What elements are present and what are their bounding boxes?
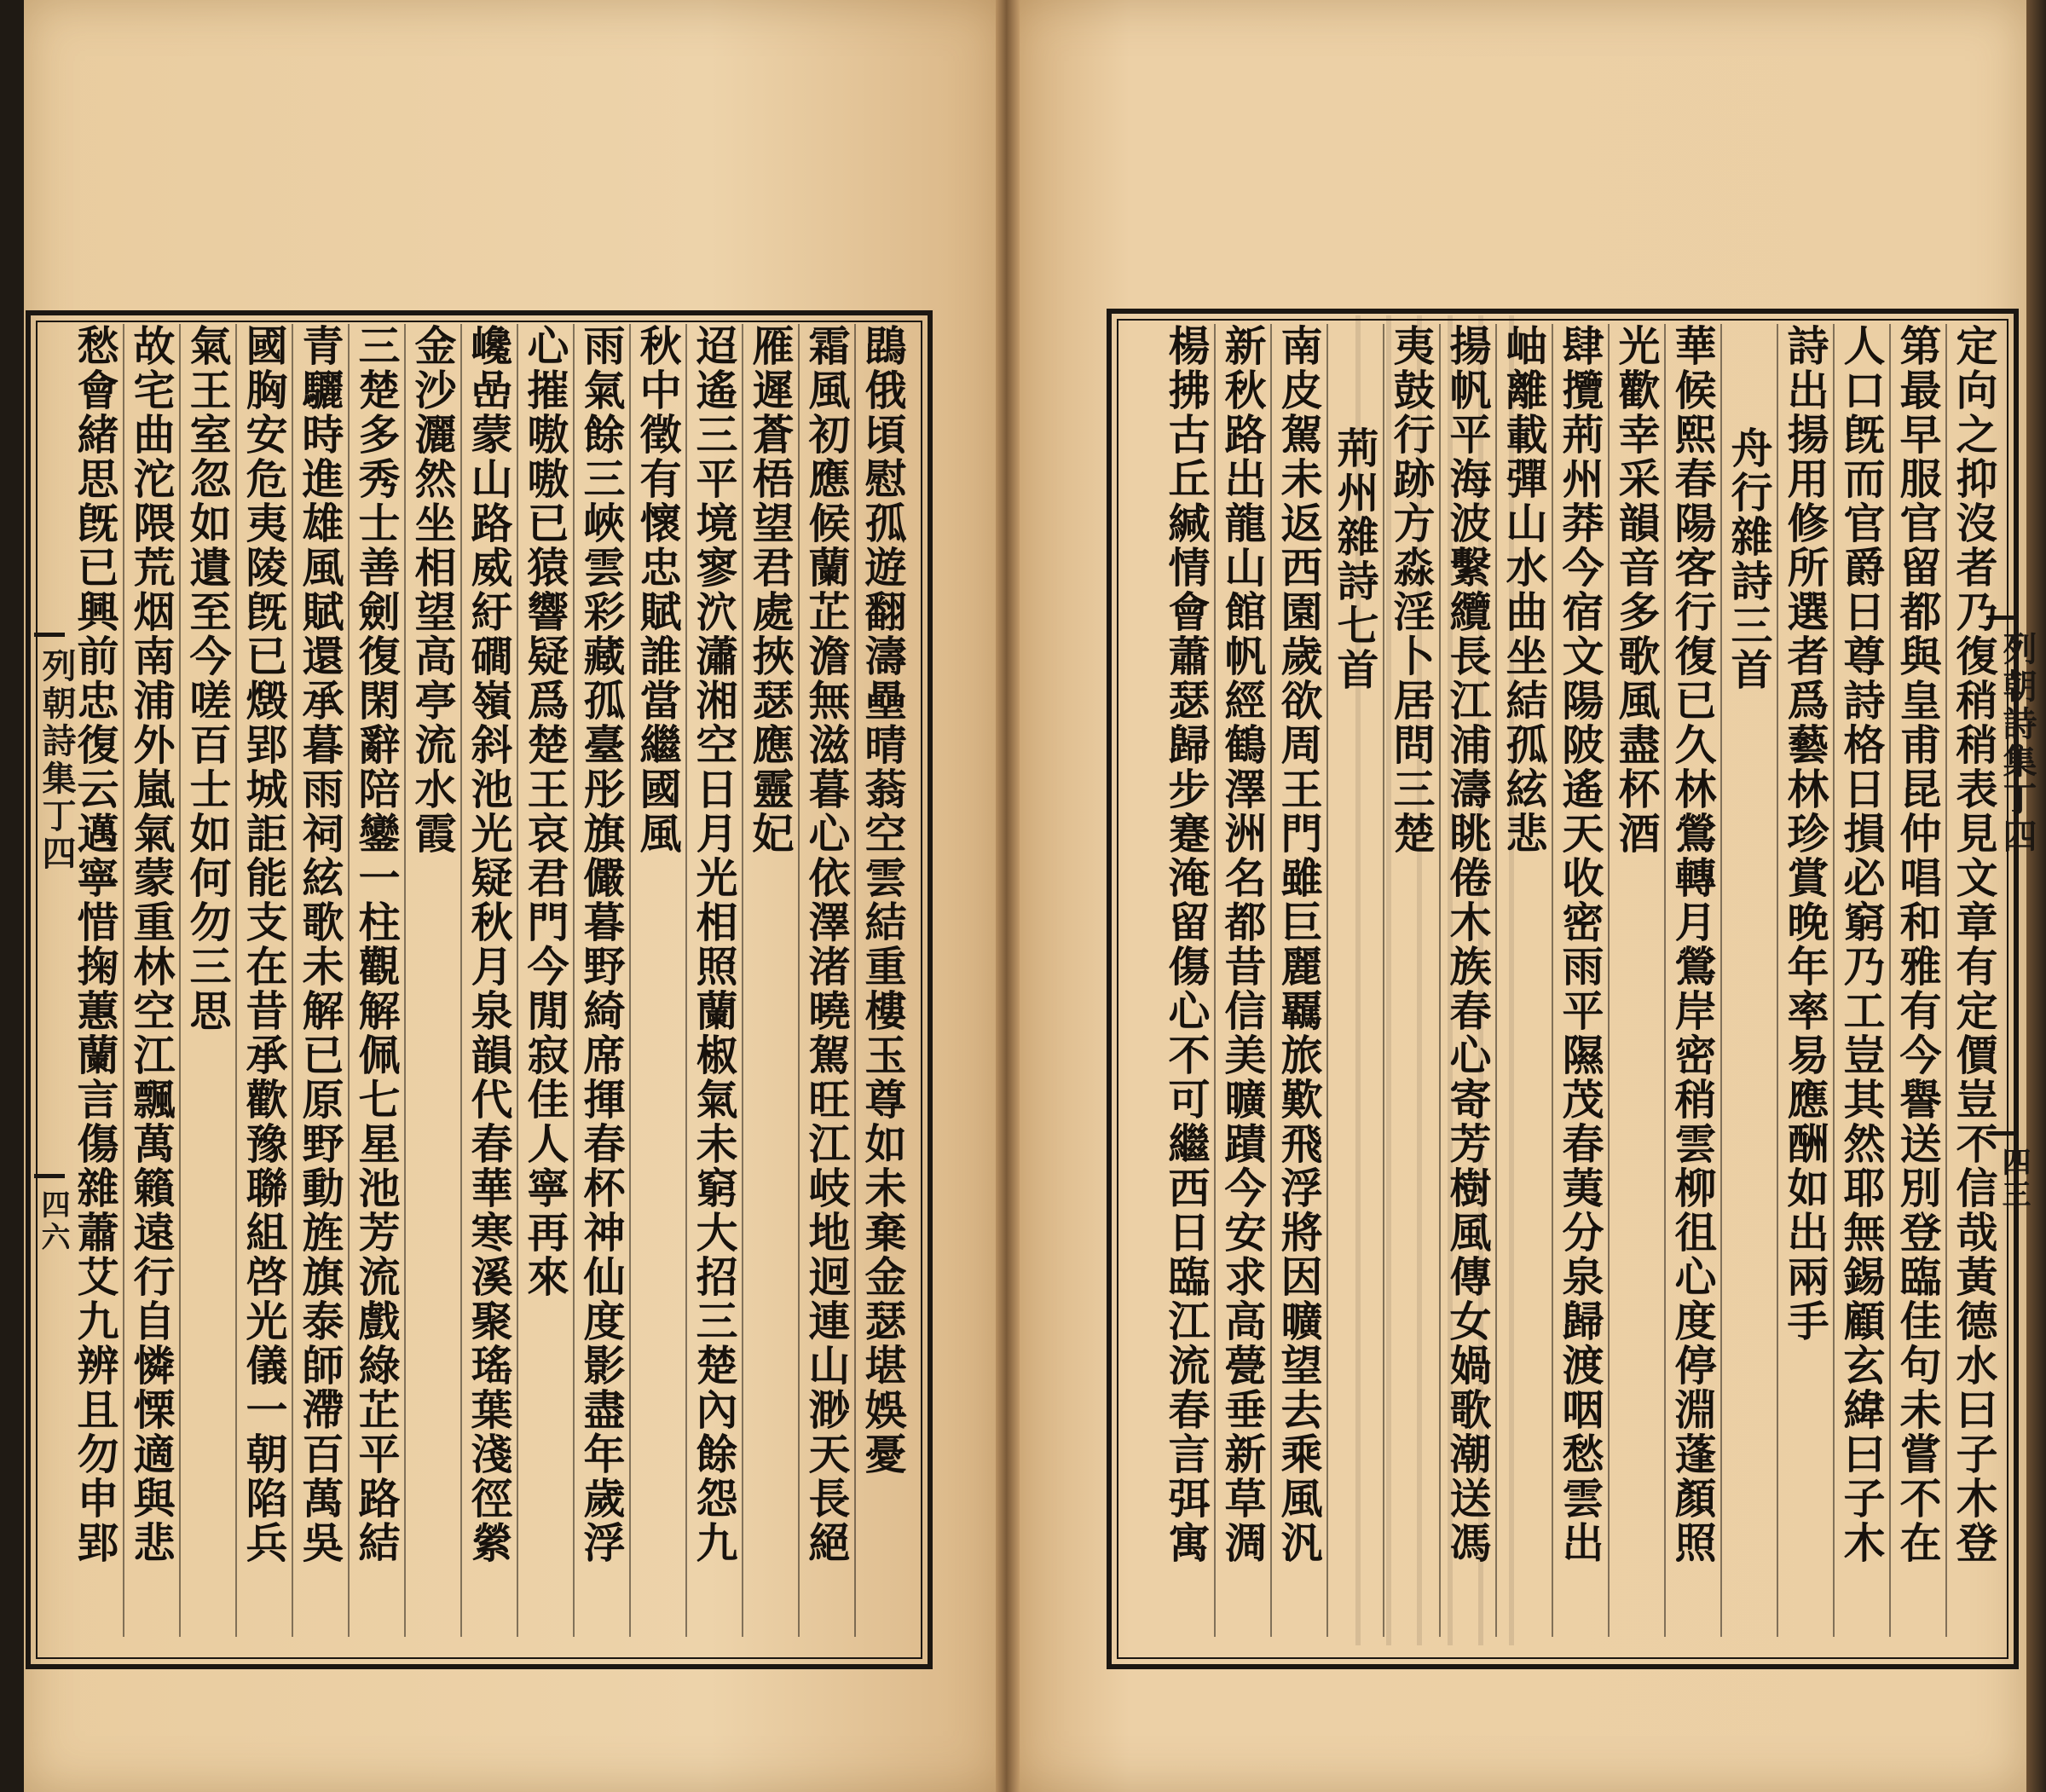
column-rule <box>629 324 631 1637</box>
column-rule <box>798 324 800 1637</box>
column-rule <box>573 324 575 1637</box>
text-column: 氣王室忽如遺至今嗟百士如何勿三思 <box>183 324 233 1033</box>
column-rule <box>1326 324 1328 1637</box>
text-column: 南皮駕未返西園歲欲周王門雖巨麗覊旅歎飛浮將因曠望去乘風汎 <box>1274 324 1324 1565</box>
text-column: 光歡幸采韻音多歌風盡杯酒 <box>1612 324 1662 856</box>
text-column: 雁遲蒼梧望君處挾瑟應靈妃 <box>746 324 795 856</box>
column-rule <box>1608 324 1610 1637</box>
column-rule <box>292 324 293 1637</box>
column-rule <box>1270 324 1272 1637</box>
column-rule <box>179 324 181 1637</box>
text-column: 秋中徵有懷忠賦誰當繼國風 <box>633 324 683 856</box>
text-column: 愁會緒思旣已興前忠復云邁寧惜掬蕙蘭言傷雜蕭艾九辨且勿申郢 <box>71 324 120 1565</box>
column-rule <box>1889 324 1891 1637</box>
text-column: 霜風初應候蘭芷澹無滋暮心依澤渚曉駕旺江岐地迥連山渺天長絕 <box>802 324 852 1565</box>
text-column: 定向之抑沒者乃復稍稍表見文章有定價豈不信哉黃德水曰子木登 <box>1950 324 1999 1565</box>
left-page-number: 四六 <box>36 1189 70 1254</box>
column-rule <box>1214 324 1216 1637</box>
right-page-number: 四三 <box>1997 1147 2031 1211</box>
text-column: 金沙灑然坐相望高亭流水霞 <box>408 324 458 856</box>
poem-title: 舟行雜詩三首 <box>1725 426 1774 692</box>
poem-title: 荊州雜詩七首 <box>1331 426 1380 692</box>
column-rule <box>404 324 406 1637</box>
text-column: 岫離載彈山水曲坐結孤絃悲 <box>1500 324 1549 856</box>
text-column: 三楚多秀士善劍復閑辭陪鑾一柱觀解佩七星池芳流戲綠芷平路結 <box>352 324 402 1565</box>
text-column: 心摧嗷嗷已猿響疑爲楚王哀君門今閒寂佳人寧再來 <box>521 324 570 1299</box>
text-column: 新秋路出龍山館帆經鶴澤洲名都昔信美曠蹟今安求高甍垂新草淍 <box>1218 324 1268 1565</box>
left-margin-title: 列朝詩集丁四 <box>37 648 77 873</box>
column-rule <box>1439 324 1441 1637</box>
left-text-block <box>41 324 910 1637</box>
column-rule <box>1383 324 1384 1637</box>
text-column: 青驪時進雄風賦還承暮雨祠絃歌未解已原野動旌旗泰師滯百萬吳 <box>296 324 345 1565</box>
text-column: 第最早服官留都與皇甫昆仲唱和雅有今譽送別登臨佳句未嘗不在 <box>1893 324 1943 1565</box>
text-column: 華候熙春陽客行復已久林鶯轉月鶯岸密稍雲柳徂心度停淵蓬顏照 <box>1668 324 1718 1565</box>
column-rule <box>1945 324 1947 1637</box>
text-column: 國胸安危夷陵旣已燬郢城詎能支在昔承歡豫聯組啓光儀一朝陷兵 <box>240 324 289 1565</box>
column-rule <box>1833 324 1835 1637</box>
text-column: 詩出揚用修所選者爲藝林珍賞晚年率易應酬如出兩手 <box>1781 324 1830 1344</box>
column-rule <box>235 324 237 1637</box>
text-column: 巉嵒蒙山路威紆磵嶺斜池光疑秋月泉韻代春華寒溪聚瑤葉淺徑縈 <box>465 324 514 1565</box>
text-column: 故宅曲沱隈荒烟南浦外嵐氣蒙重林空江飄萬籟遠行自憐慄適與悲 <box>127 324 176 1565</box>
column-rule <box>742 324 743 1637</box>
column-rule <box>1495 324 1497 1637</box>
right-margin-title: 列朝詩集丁四 <box>1997 631 2037 856</box>
column-rule <box>1664 324 1666 1637</box>
column-rule <box>1720 324 1722 1637</box>
column-rule <box>348 324 350 1637</box>
text-column: 迢遙三平境寥泬瀟湘空日月光相照蘭椒氣未窮大招三楚內餘怨九 <box>690 324 739 1565</box>
text-column: 楊拂古丘緘情會蕭瑟歸步蹇淹留傷心不可繼西日臨江流春言弭寓 <box>1162 324 1211 1565</box>
column-rule <box>460 324 462 1637</box>
text-column: 揚帆平海波繫纜長江浦濤眺倦木族春心寄芳樹風傳女媧歌潮送馮 <box>1443 324 1493 1565</box>
right-text-block <box>1117 324 2002 1637</box>
book-gutter <box>996 0 1020 1792</box>
column-rule <box>854 324 856 1637</box>
text-column: 鵾俄頃慰孤遊翻濤壘晴蓊空雲結重樓玉尊如未棄金瑟堪娛憂 <box>858 324 908 1477</box>
text-column: 雨氣餘三峽雲彩藏孤臺彤旗儼暮野綺席揮春杯神仙度影盡年歲浮 <box>577 324 627 1565</box>
text-column: 夷鼓行跡方淼淫卜居問三楚 <box>1387 324 1436 856</box>
page-edge <box>2026 0 2046 1792</box>
column-rule <box>123 324 124 1637</box>
text-column: 人口旣而官爵日尊詩格日損必窮乃工豈其然耶無錫顧玄緯曰子木 <box>1837 324 1887 1565</box>
column-rule <box>1777 324 1778 1637</box>
column-rule <box>517 324 518 1637</box>
text-column: 肆攬荊州莽今宿文陽陂遙天收密雨平隰茂春荑分泉歸渡咽愁雲出 <box>1556 324 1605 1565</box>
column-rule <box>685 324 687 1637</box>
column-rule <box>1552 324 1553 1637</box>
